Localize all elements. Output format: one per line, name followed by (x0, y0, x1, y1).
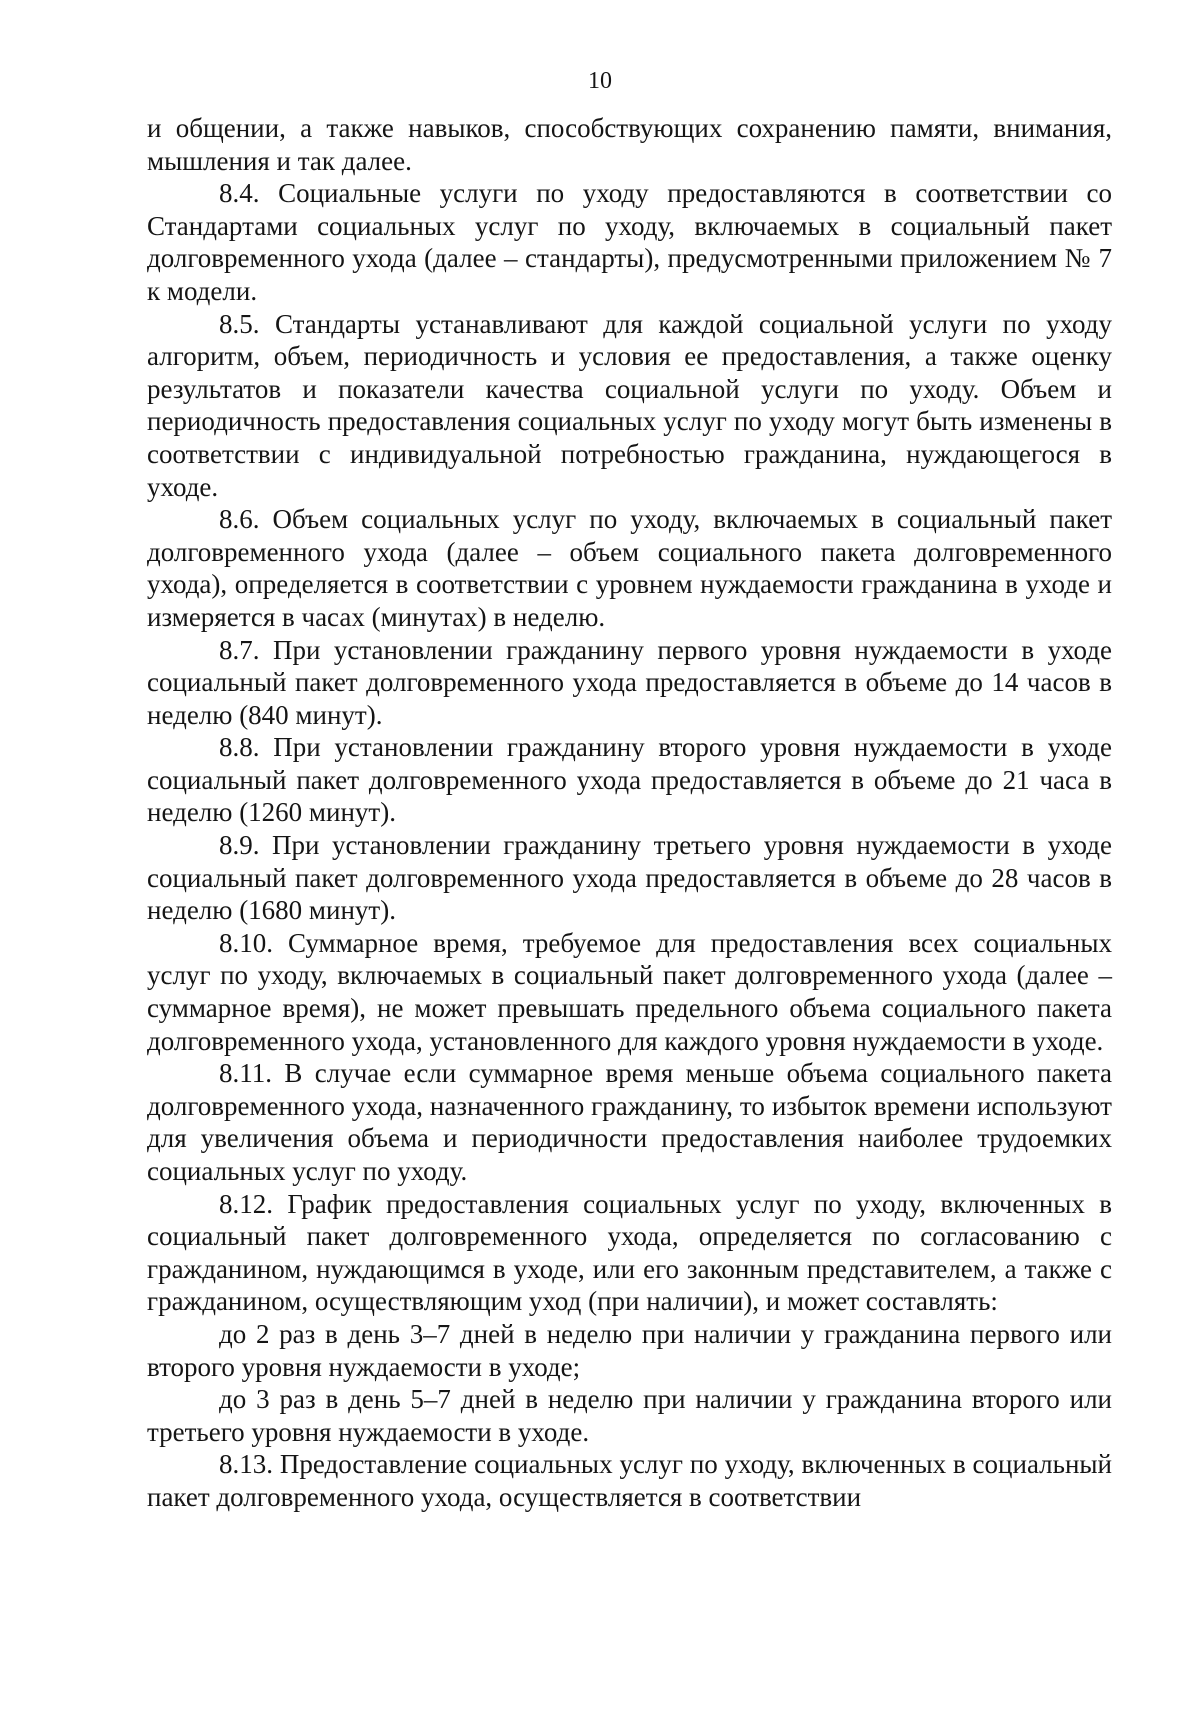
paragraph-8-9: 8.9. При установлении гражданину третьего уровня нуждаемости в уходе социальный пакет долговременного ухода предоставляется в объеме до 28 часов в неделю (1680 минут). (147, 830, 1112, 926)
schedule-option-level-1-2: до 2 раз в день 3–7 дней в неделю при наличии у гражданина первого или второго уровня нуждаемости в уходе; (147, 1318, 1112, 1382)
paragraph-8-12: 8.12. График предоставления социальных услуг по уходу, включенных в социальный пакет долговременного ухода, определяется по согласованию с гражданином, нуждающимся в уходе, или его законным представителем, а также с гражданином, осуществляющим уход (при наличии), и может составлять: (147, 1188, 1112, 1317)
schedule-option-level-2-3: до 3 раз в день 5–7 дней в неделю при наличии у гражданина второго или третьего уровня нуждаемости в уходе. (147, 1384, 1112, 1447)
paragraph-8-13: 8.13. Предоставление социальных услуг по уходу, включенных в социальный пакет долговременного ухода, осуществляется в соответствии (147, 1449, 1112, 1512)
paragraph-8-4: 8.4. Социальные услуги по уходу предоставляются в соответствии со Стандартами социальных услуг по уходу, включаемых в социальный пакет долговременного ухода (далее – стандарты), предусмотренными приложением № 7 к модели. (147, 178, 1112, 306)
paragraph-8-5: 8.5. Стандарты устанавливают для каждой социальной услуги по уходу алгоритм, объем, периодичность и условия ее предоставления, а также оценку результатов и показатели качества социальной услуги по уходу. Объем и периодичность предоставления социальных услуг по уходу могут быть изменены в соответствии с индивидуальной потребностью гражданина, нуждающегося в уходе. (147, 308, 1112, 502)
paragraph-8-8: 8.8. При установлении гражданину второго уровня нуждаемости в уходе социальный пакет долговременного ухода предоставляется в объеме до 21 часа в неделю (1260 минут). (147, 732, 1112, 828)
document-body (147, 112, 1112, 1514)
paragraph-8-6: 8.6. Объем социальных услуг по уходу, включаемых в социальный пакет долговременного ухода (далее – объем социального пакета долговременного ухода), определяется в соответствии с уровнем нуждаемости гражданина в уходе и измеряется в часах (минутах) в неделю. (147, 504, 1112, 632)
page-number: 10 (588, 68, 612, 94)
paragraph-8-7: 8.7. При установлении гражданину первого уровня нуждаемости в уходе социальный пакет долговременного ухода предоставляется в объеме до 14 часов в неделю (840 минут). (147, 634, 1112, 730)
paragraph-8-11: 8.11. В случае если суммарное время меньше объема социального пакета долговременного ухода, назначенного гражданину, то избыток времени используют для увеличения объема и периодичности предоставления наиболее трудоемких социальных услуг по уходу. (147, 1058, 1112, 1186)
paragraph-8-10: 8.10. Суммарное время, требуемое для предоставления всех социальных услуг по уходу, включаемых в социальный пакет долговременного ухода (далее – суммарное время), не может превышать предельного объема социального пакета долговременного ухода, установленного для каждого уровня нуждаемости в уходе. (147, 927, 1112, 1056)
paragraph-continuation: и общении, а также навыков, способствующих сохранению памяти, внимания, мышления и так далее. (147, 113, 1112, 176)
